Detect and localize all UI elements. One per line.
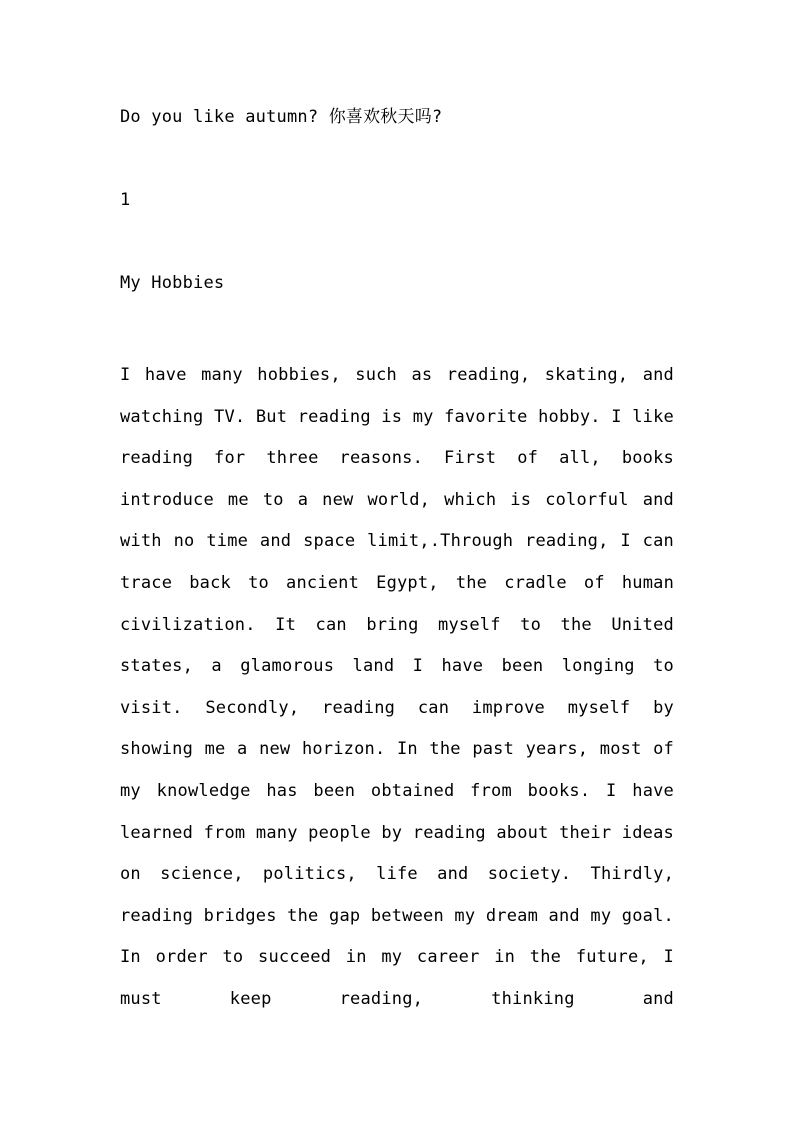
section-title: My Hobbies [120,273,225,293]
body-paragraph: I have many hobbies, such as reading, skating, and watching TV. But reading is my favorite hobby. I like reading for three reasons. First of all, books introduce me to a new world, which is colorful and with no time and space limit,.Through reading, I can trace back to ancient Egypt, the cradle of human civilization. It can bring myself to the United states, a glamorous land I have been longing to visit. Secondly, reading can improve myself by showing me a new horizon. In the past years, most of my knowledge has been obtained from books. I have learned from many people by reading about their ideas on science, politics, life and society. Thirdly, reading bridges the gap between my dream and my goal. In order to succeed in my career in the future, I must keep reading, thinking and [120,365,674,1009]
header-question: Do you like autumn? 你喜欢秋天吗? [120,107,443,127]
page-number: 1 [120,190,131,210]
